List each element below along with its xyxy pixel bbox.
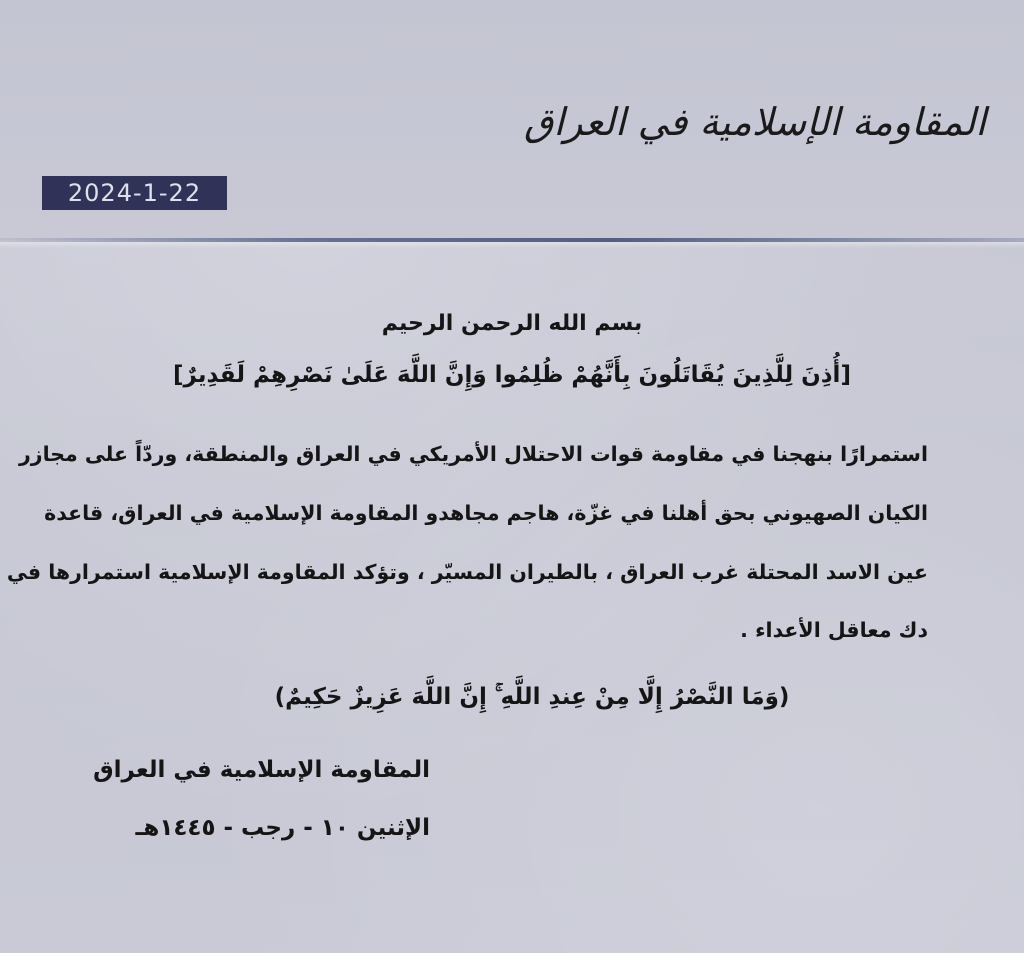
header-divider-highlight xyxy=(0,242,1024,248)
body-line-4: دك معاقل الأعداء . xyxy=(740,618,928,642)
signature-name: المقاومة الإسلامية في العراق xyxy=(93,757,430,783)
signature-date: الإثنين ١٠ - رجب - ١٤٤٥هـ xyxy=(135,815,430,841)
closing-verse: (وَمَا النَّصْرُ إِلَّا مِنْ عِندِ اللَّهِ ۚ إِنَّ اللَّهَ عَزِيزٌ حَكِيمٌ) xyxy=(274,684,790,710)
basmala: بسم الله الرحمن الرحيم xyxy=(381,311,643,336)
body-line-1: استمرارًا بنهجنا في مقاومة قوات الاحتلال الأمريكي في العراق والمنطقة، وردّاً على مجازر xyxy=(18,442,928,466)
body-line-2: الكيان الصهيوني بحق أهلنا في غزّة، هاجم مجاهدو المقاومة الإسلامية في العراق، قاعدة xyxy=(44,501,928,525)
opening-verse: [أُذِنَ لِلَّذِينَ يُقَاتَلُونَ بِأَنَّهُمْ ظُلِمُوا وَإِنَّ اللَّهَ عَلَىٰ نَصْرِهِمْ لَقَدِيرٌ] xyxy=(173,362,851,388)
organization-logo: المقاومة الإسلامية في العراق xyxy=(524,100,986,144)
body-line-3: عين الاسد المحتلة غرب العراق ، بالطيران المسيّر ، وتؤكد المقاومة الإسلامية استمرارها في xyxy=(6,560,928,584)
date-badge: 2024-1-22 xyxy=(42,176,227,210)
